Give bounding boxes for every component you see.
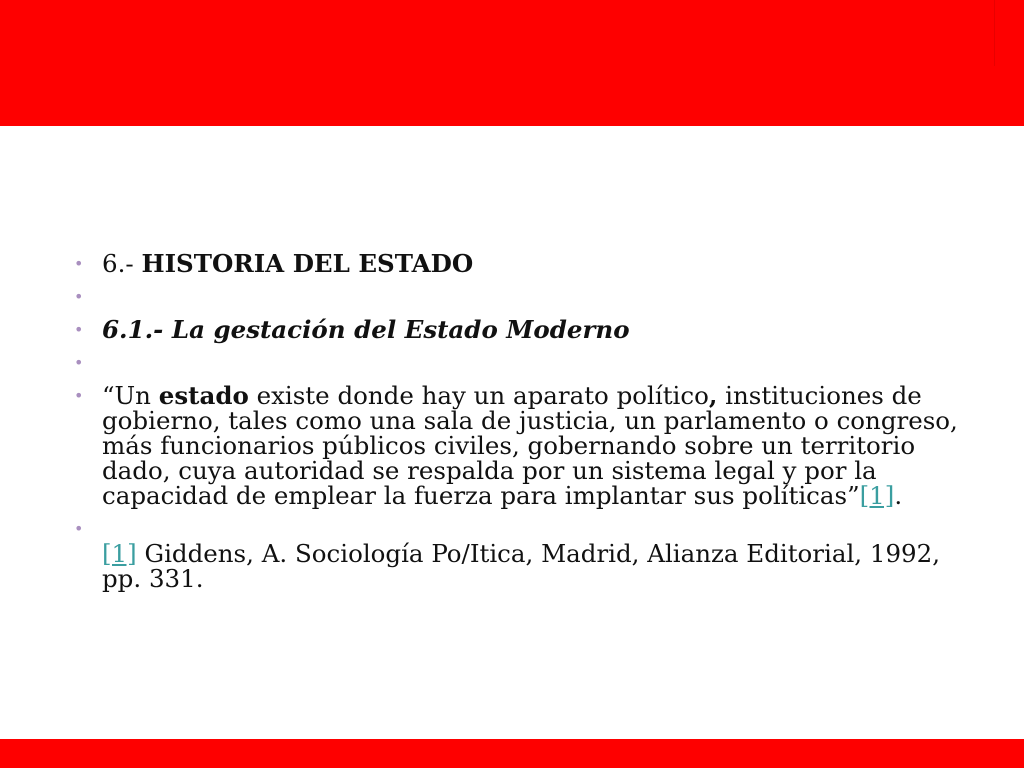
list-item-footnote — [74, 516, 974, 591]
quote-bold-comma: , — [708, 381, 718, 410]
quote-end: . — [894, 481, 903, 510]
list-item-title — [74, 251, 974, 276]
list-item-subtitle — [74, 317, 974, 342]
quote-text-2: instituciones de gobierno, tales como una sala de justicia, un parlamento o congreso, más funcionarios públicos civiles, gobernando sobre un territorio dado, cuya autoridad se respalda por un sistema legal y por la capacidad de emplear la fuerza para implantar sus políticas” — [102, 381, 958, 510]
quote-open: “Un — [102, 381, 159, 410]
list-item-empty — [74, 284, 974, 309]
bullet-icon: • — [74, 254, 84, 273]
slide-body — [74, 251, 974, 599]
list-item-quote — [74, 383, 974, 508]
section-title: HISTORIA DEL ESTADO — [141, 249, 474, 278]
list-item-empty — [74, 350, 974, 375]
bullet-list — [74, 251, 974, 591]
header-divider — [994, 0, 995, 66]
section-number: 6.- — [102, 249, 142, 278]
footnote-text: Giddens, A. Sociología Po/Itica, Madrid, Alianza Editorial, 1992, pp. 331. — [102, 539, 941, 593]
quote-text-1: existe donde hay un aparato político — [248, 381, 709, 410]
bullet-icon: • — [74, 287, 84, 306]
header-band — [0, 0, 1024, 126]
bullet-icon: • — [74, 386, 84, 405]
footnote-ref-link[interactable]: [1] — [859, 481, 895, 510]
footer-band — [0, 739, 1024, 768]
footnote-link[interactable]: [1] — [102, 539, 137, 568]
bullet-icon: • — [74, 519, 84, 538]
bullet-icon: • — [74, 353, 84, 372]
subsection-title: 6.1.- La gestación del Estado Moderno — [102, 315, 630, 344]
quote-bold-word: estado — [158, 381, 249, 410]
bullet-icon: • — [74, 320, 84, 339]
